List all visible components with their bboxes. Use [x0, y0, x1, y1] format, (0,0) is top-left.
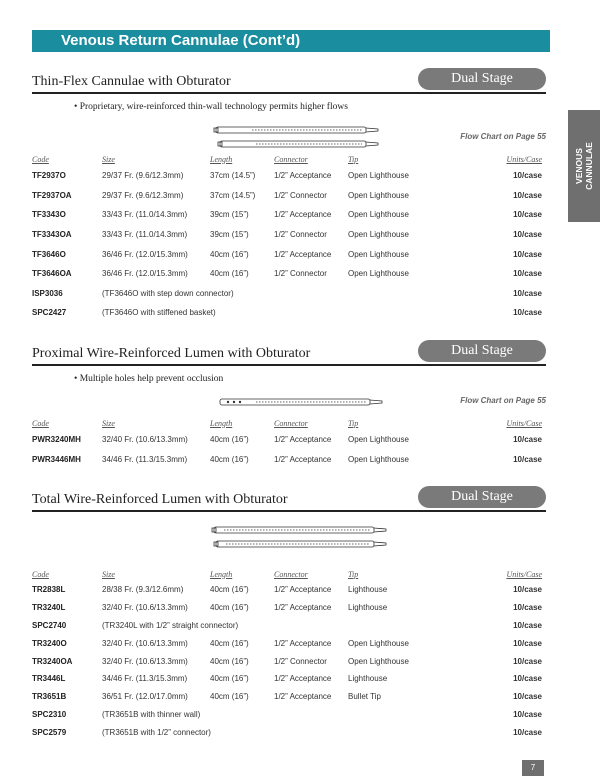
- table-row: [32, 581, 542, 599]
- cell-code: SPC2740: [32, 620, 67, 630]
- table-row: [32, 617, 542, 635]
- cell-size: 36/46 Fr. (12.0/15.3mm): [102, 269, 188, 279]
- header-tip: Tip: [348, 154, 359, 164]
- cell-connector: 1/2” Acceptance: [274, 454, 332, 464]
- cell-code: PWR3240MH: [32, 435, 81, 445]
- table-row: [32, 599, 542, 617]
- cell-length: 40cm (16”): [210, 656, 249, 666]
- header-size: Size: [102, 569, 115, 579]
- cell-code: TR2838L: [32, 585, 66, 595]
- cell-units: 10/case: [513, 288, 542, 298]
- cell-length: 40cm (16”): [210, 603, 249, 613]
- table-row: [32, 430, 542, 450]
- cell-size: 28/38 Fr. (9.3/12.6mm): [102, 585, 184, 595]
- cell-units: 10/case: [513, 620, 542, 630]
- cell-length: 40cm (16”): [210, 435, 249, 445]
- feature-bullet: • Multiple holes help prevent occlusion: [74, 374, 224, 384]
- header-length: Length: [210, 154, 233, 164]
- header-units: Units/Case: [506, 569, 542, 579]
- cell-units: 10/case: [513, 585, 542, 595]
- cell-units: 10/case: [513, 308, 542, 318]
- cell-connector: 1/2” Acceptance: [274, 249, 332, 259]
- cell-tip: Lighthouse: [348, 674, 388, 684]
- side-tab-label: [574, 121, 594, 211]
- table-header: [32, 152, 542, 166]
- cell-tip: Open Lighthouse: [348, 656, 409, 666]
- table-header: [32, 416, 542, 430]
- cell-code: ISP3036: [32, 288, 63, 298]
- table-body: [32, 430, 542, 469]
- cell-length: 40cm (16”): [210, 269, 249, 279]
- cell-tip: Open Lighthouse: [348, 230, 409, 240]
- header-connector: Connector: [274, 154, 308, 164]
- cell-code: TF3343O: [32, 210, 66, 220]
- cell-length: 39cm (15”): [210, 210, 249, 220]
- table-row: [32, 652, 542, 670]
- table-row: [32, 723, 542, 741]
- cell-size: 34/46 Fr. (11.3/15.3mm): [102, 674, 188, 684]
- cell-code: SPC2427: [32, 308, 67, 318]
- page-banner: [32, 30, 550, 52]
- cell-length: 39cm (15”): [210, 230, 249, 240]
- cell-note: (TR3651B with thinner wall): [102, 709, 201, 719]
- cell-code: TR3240O: [32, 638, 67, 648]
- cell-tip: Open Lighthouse: [348, 454, 409, 464]
- cell-length: 40cm (16”): [210, 585, 249, 595]
- cell-tip: Open Lighthouse: [348, 190, 409, 200]
- table-row: [32, 166, 542, 186]
- cell-tip: Bullet Tip: [348, 692, 381, 702]
- cell-connector: 1/2” Connector: [274, 656, 327, 666]
- cell-size: 36/51 Fr. (12.0/17.0mm): [102, 692, 188, 702]
- header-tip: Tip: [348, 418, 359, 428]
- cell-tip: Open Lighthouse: [348, 171, 409, 181]
- table-row: [32, 244, 542, 264]
- dual-stage-badge: Dual Stage: [418, 340, 546, 362]
- cell-units: 10/case: [513, 190, 542, 200]
- cell-note: (TF3646O with step down connector): [102, 288, 234, 298]
- cell-connector: 1/2” Acceptance: [274, 171, 332, 181]
- section-rule: [32, 364, 546, 366]
- cell-units: 10/case: [513, 269, 542, 279]
- cannula-illustration: [210, 524, 390, 550]
- dual-stage-badge: Dual Stage: [418, 486, 546, 508]
- header-code: Code: [32, 154, 49, 164]
- cell-size: 29/37 Fr. (9.6/12.3mm): [102, 171, 184, 181]
- section-title: Proximal Wire-Reinforced Lumen with Obturator: [32, 346, 311, 361]
- cell-tip: Open Lighthouse: [348, 638, 409, 648]
- spec-table: [32, 567, 542, 741]
- cell-units: 10/case: [513, 249, 542, 259]
- cell-code: TR3240L: [32, 603, 66, 613]
- cell-size: 32/40 Fr. (10.6/13.3mm): [102, 638, 188, 648]
- cell-size: 32/40 Fr. (10.6/13.3mm): [102, 603, 188, 613]
- cell-code: TR3240OA: [32, 656, 73, 666]
- cell-units: 10/case: [513, 230, 542, 240]
- cell-tip: Open Lighthouse: [348, 435, 409, 445]
- spec-table: [32, 416, 542, 469]
- section-title: Total Wire-Reinforced Lumen with Obturator: [32, 492, 288, 507]
- table-row: [32, 634, 542, 652]
- header-size: Size: [102, 418, 115, 428]
- cell-code: SPC2579: [32, 727, 67, 737]
- cell-connector: 1/2” Acceptance: [274, 674, 332, 684]
- cell-units: 10/case: [513, 709, 542, 719]
- side-tab-line1: VENOUS: [574, 148, 584, 184]
- section-rule: [32, 92, 546, 94]
- cell-tip: Lighthouse: [348, 603, 388, 613]
- cell-size: 33/43 Fr. (11.0/14.3mm): [102, 210, 188, 220]
- cell-connector: 1/2” Acceptance: [274, 603, 332, 613]
- cell-size: 34/46 Fr. (11.3/15.3mm): [102, 454, 188, 464]
- table-row: [32, 186, 542, 206]
- cell-length: 37cm (14.5”): [210, 171, 256, 181]
- cell-note: (TR3651B with 1/2” connector): [102, 727, 211, 737]
- cell-size: 32/40 Fr. (10.6/13.3mm): [102, 435, 188, 445]
- cell-units: 10/case: [513, 603, 542, 613]
- side-tab-line2: CANNULAE: [584, 142, 594, 190]
- section-rule: [32, 510, 546, 512]
- table-header: [32, 567, 542, 581]
- cell-units: 10/case: [513, 210, 542, 220]
- cell-note: (TR3240L with 1/2” straight connector): [102, 620, 239, 630]
- cell-tip: Lighthouse: [348, 585, 388, 595]
- cell-units: 10/case: [513, 638, 542, 648]
- table-row: [32, 670, 542, 688]
- cell-length: 40cm (16”): [210, 638, 249, 648]
- table-row: [32, 303, 542, 323]
- cell-connector: 1/2” Connector: [274, 230, 327, 240]
- dual-stage-badge: Dual Stage: [418, 68, 546, 90]
- header-connector: Connector: [274, 569, 308, 579]
- feature-bullet: • Proprietary, wire-reinforced thin-wall technology permits higher flows: [74, 102, 348, 112]
- table-row: [32, 225, 542, 245]
- table-row: [32, 264, 542, 284]
- cell-length: 40cm (16”): [210, 454, 249, 464]
- table-body: [32, 581, 542, 741]
- cell-size: 33/43 Fr. (11.0/14.3mm): [102, 230, 188, 240]
- cell-tip: Open Lighthouse: [348, 210, 409, 220]
- cell-code: TF3343OA: [32, 230, 72, 240]
- header-code: Code: [32, 418, 49, 428]
- cell-code: PWR3446MH: [32, 454, 81, 464]
- cell-code: TF3646O: [32, 249, 66, 259]
- header-connector: Connector: [274, 418, 308, 428]
- cell-connector: 1/2” Acceptance: [274, 435, 332, 445]
- cannula-illustration: [216, 396, 386, 408]
- header-tip: Tip: [348, 569, 359, 579]
- header-units: Units/Case: [506, 154, 542, 164]
- cell-tip: Open Lighthouse: [348, 269, 409, 279]
- cell-size: 36/46 Fr. (12.0/15.3mm): [102, 249, 188, 259]
- cell-size: 29/37 Fr. (9.6/12.3mm): [102, 190, 184, 200]
- cell-size: 32/40 Fr. (10.6/13.3mm): [102, 656, 188, 666]
- cell-length: 40cm (16”): [210, 674, 249, 684]
- section-title: Thin-Flex Cannulae with Obturator: [32, 74, 231, 89]
- header-length: Length: [210, 418, 233, 428]
- cell-code: TR3446L: [32, 674, 66, 684]
- cell-connector: 1/2” Acceptance: [274, 585, 332, 595]
- cell-units: 10/case: [513, 727, 542, 737]
- cell-units: 10/case: [513, 692, 542, 702]
- flow-chart-ref: Flow Chart on Page 55: [460, 396, 546, 405]
- cell-code: TF2937OA: [32, 190, 72, 200]
- cell-code: SPC2310: [32, 709, 67, 719]
- table-row: [32, 688, 542, 706]
- header-size: Size: [102, 154, 115, 164]
- cell-connector: 1/2” Connector: [274, 190, 327, 200]
- table-row: [32, 205, 542, 225]
- cell-length: 37cm (14.5”): [210, 190, 256, 200]
- table-body: [32, 166, 542, 323]
- cell-units: 10/case: [513, 656, 542, 666]
- header-length: Length: [210, 569, 233, 579]
- cell-connector: 1/2” Connector: [274, 269, 327, 279]
- cell-code: TF2937O: [32, 171, 66, 181]
- header-units: Units/Case: [506, 418, 542, 428]
- cell-units: 10/case: [513, 171, 542, 181]
- spec-table: [32, 152, 542, 323]
- cell-units: 10/case: [513, 454, 542, 464]
- cell-connector: 1/2” Acceptance: [274, 210, 332, 220]
- cannula-illustration: [212, 124, 382, 150]
- cell-connector: 1/2” Acceptance: [274, 638, 332, 648]
- cell-length: 40cm (16”): [210, 692, 249, 702]
- cell-connector: 1/2” Acceptance: [274, 692, 332, 702]
- flow-chart-ref: Flow Chart on Page 55: [460, 132, 546, 141]
- cell-length: 40cm (16”): [210, 249, 249, 259]
- cell-units: 10/case: [513, 674, 542, 684]
- side-tab: [568, 110, 600, 222]
- header-code: Code: [32, 569, 49, 579]
- cell-units: 10/case: [513, 435, 542, 445]
- cell-code: TF3646OA: [32, 269, 72, 279]
- banner-title: Venous Return Cannulae (Cont’d): [61, 32, 301, 49]
- cell-tip: Open Lighthouse: [348, 249, 409, 259]
- table-row: [32, 284, 542, 304]
- page-number: 7: [522, 760, 544, 776]
- table-row: [32, 450, 542, 470]
- cell-code: TR3651B: [32, 692, 67, 702]
- table-row: [32, 706, 542, 724]
- cell-note: (TF3646O with stiffened basket): [102, 308, 216, 318]
